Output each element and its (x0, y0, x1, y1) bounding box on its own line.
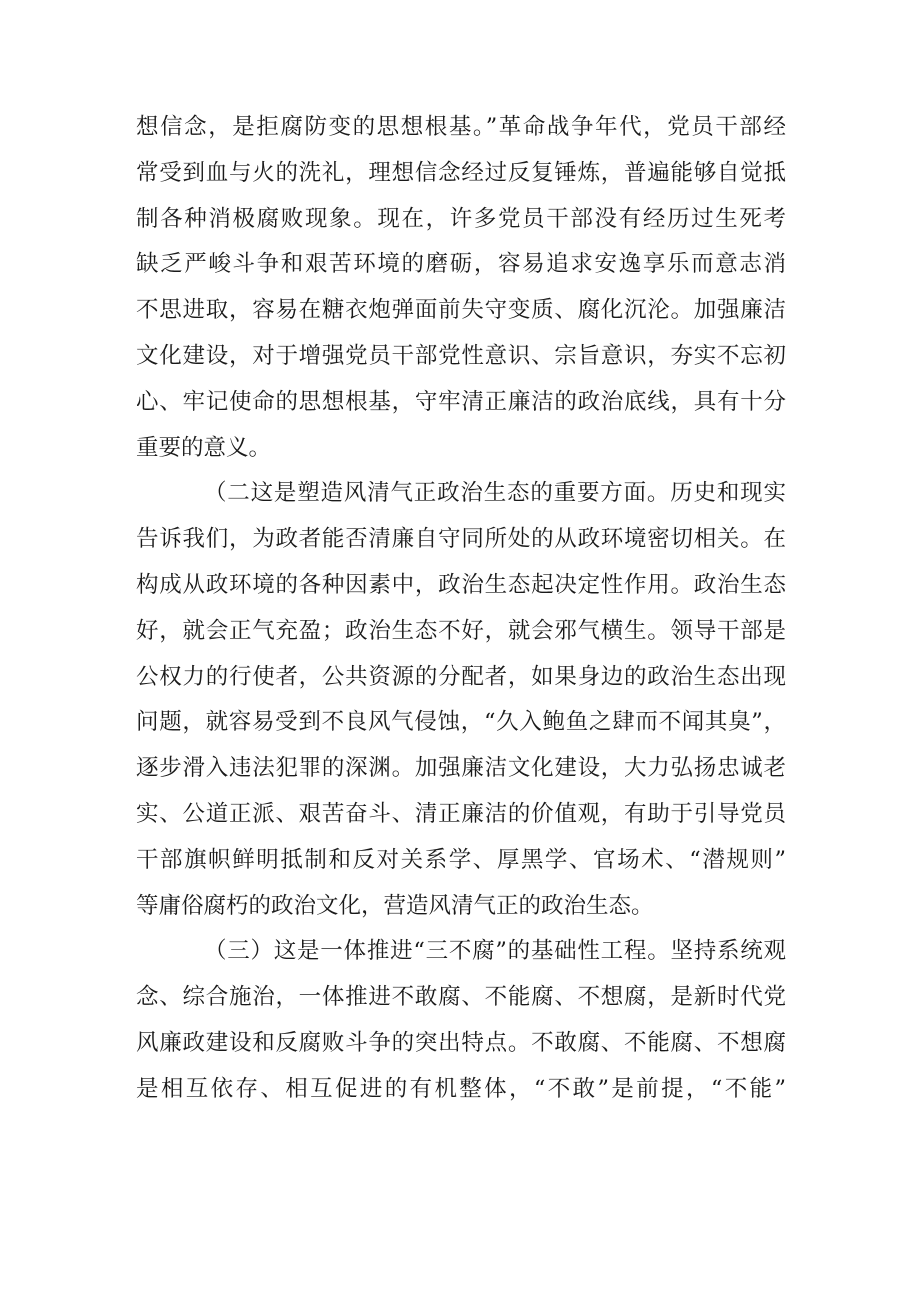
text-line: 等庸俗腐朽的政治文化，营造风清气正的政治生态。 (136, 892, 654, 919)
text-line: 实、公道正派、艰苦奋斗、清正廉洁的价值观，有助于引导党员 (136, 800, 786, 827)
text-line: （二这是塑造风清气正政治生态的重要方面。历史和现实 (204, 480, 786, 507)
text-line: 心、牢记使命的思想根基，守牢清正廉洁的政治底线，具有十分 (136, 388, 786, 415)
text-line: 是相互依存、相互促进的有机整体，“不敢”是前提，“不能” (136, 1075, 786, 1102)
text-line: 好，就会正气充盈；政治生态不好，就会邪气横生。领导干部是 (136, 617, 786, 644)
text-line: 常受到血与火的洗礼，理想信念经过反复锤炼，普遍能够自觉抵 (136, 159, 786, 186)
text-line: 想信念，是拒腐防变的思想根基。”革命战争年代，党员干部经 (136, 114, 786, 140)
text-line: 告诉我们，为政者能否清廉自守同所处的从政环境密切相关。在 (136, 526, 786, 553)
text-line: 干部旗帜鲜明抵制和反对关系学、厚黑学、官场术、“潜规则” (136, 846, 786, 873)
text-line: 不思进取，容易在糖衣炮弹面前失守变质、腐化沉沦。加强廉洁 (136, 297, 786, 324)
text-line: 问题，就容易受到不良风气侵蚀，“久入鲍鱼之肆而不闻其臭”， (136, 709, 786, 736)
text-line: （三）这是一体推进“三不腐”的基础性工程。坚持系统观 (204, 938, 786, 965)
body-text (136, 105, 786, 1113)
text-line: 重要的意义。 (136, 434, 272, 461)
text-line: 逐步滑入违法犯罪的深渊。加强廉洁文化建设，大力弘扬忠诚老 (136, 755, 786, 782)
text-line: 风廉政建设和反腐败斗争的突出特点。不敢腐、不能腐、不想腐 (136, 1029, 786, 1056)
text-line: 构成从政环境的各种因素中，政治生态起决定性作用。政治生态 (136, 571, 786, 598)
text-line: 缺乏严峻斗争和艰苦环境的磨砺，容易追求安逸享乐而意志消 (136, 251, 786, 278)
text-line: 念、综合施治，一体推进不敢腐、不能腐、不想腐，是新时代党 (136, 984, 786, 1011)
text-line: 公权力的行使者，公共资源的分配者，如果身边的政治生态出现 (136, 663, 786, 690)
text-line: 文化建设，对于增强党员干部党性意识、宗旨意识，夯实不忘初 (136, 342, 786, 369)
text-line: 制各种消极腐败现象。现在，许多党员干部没有经历过生死考 (136, 205, 786, 232)
